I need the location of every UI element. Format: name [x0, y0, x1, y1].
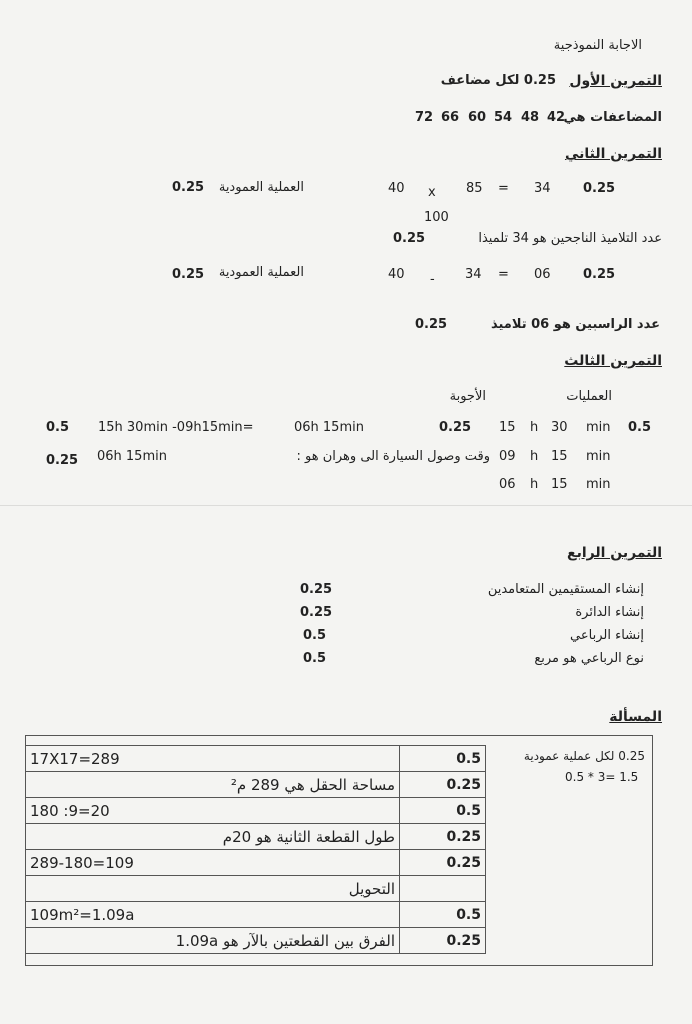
table-row: [26, 772, 486, 798]
ex3-r3-h-unit: h: [530, 477, 539, 492]
ex3-r1-result: 06h 15min: [294, 420, 364, 435]
problem-row-content: التحويل: [26, 876, 400, 902]
ex3-r1-score-mid: 0.25: [439, 420, 472, 435]
table-row: [26, 876, 486, 902]
ex4-item-text: إنشاء الرباعي: [570, 628, 644, 643]
ex3-r2-text: وقت وصول السيارة الى وهران هو :: [296, 449, 490, 464]
paper-fold: [0, 505, 692, 506]
ex3-r2-h-unit: h: [530, 449, 539, 464]
ex2-r2-c: 06: [534, 267, 551, 282]
ex2-denominator: 100: [424, 210, 449, 225]
ex3-r1-h: 15: [499, 420, 516, 435]
ex1-multiple: 72: [415, 110, 434, 125]
ex3-col-operations: العمليات: [566, 389, 612, 404]
ex1-score-note: 0.25 لكل مضاعف: [440, 73, 556, 88]
problem-row-content: 17X17=289: [26, 746, 400, 772]
problem-row-content: 109m²=1.09a: [26, 902, 400, 928]
ex4-item-text: إنشاء الدائرة: [575, 605, 644, 620]
problem-row-score: 0.5: [400, 798, 486, 824]
ex1-multiples-label: المضاعفات هي: [563, 110, 662, 125]
ex1-multiple: 54: [494, 110, 513, 125]
ex3-r1-score-right: 0.5: [628, 420, 652, 435]
table-row: [26, 850, 486, 876]
ex4-item-text: نوع الرباعي هو مربع: [534, 651, 644, 666]
problem-row-score: 0.25: [400, 928, 486, 954]
ex2-r2-b: 34: [465, 267, 482, 282]
problem-row-score: 0.5: [400, 746, 486, 772]
ex4-item-score: 0.5: [303, 628, 327, 643]
problem-row-content: الفرق بين القطعتين بالآر هو 1.09a: [26, 928, 400, 954]
ex3-col-answers: الأجوبة: [449, 389, 486, 404]
table-row: [26, 902, 486, 928]
problem-row-content: طول القطعة الثانية هو 20م: [26, 824, 400, 850]
problem-row-score: 0.5: [400, 902, 486, 928]
ex3-r3-h: 06: [499, 477, 516, 492]
ex4-item-score: 0.25: [300, 582, 333, 597]
ex2-failed-text: عدد الراسبين هو 06 تلاميذ: [490, 317, 660, 332]
ex3-r2-h: 09: [499, 449, 516, 464]
ex3-heading: التمرين الثالث: [564, 353, 662, 369]
ex3-r2-result: 06h 15min: [97, 449, 167, 464]
ex3-r2-m-unit: min: [586, 449, 611, 464]
problem-row-score: 0.25: [400, 824, 486, 850]
ex2-r2-score-right: 0.25: [583, 267, 616, 282]
ex2-r1-c: 34: [534, 181, 551, 196]
ex4-heading: التمرين الرابع: [567, 545, 662, 561]
ex2-passed-text: عدد التلاميذ الناجحين هو 34 تلميذا: [478, 231, 662, 246]
ex4-item-text: إنشاء المستقيمين المتعامدين: [487, 582, 644, 597]
ex1-multiple: 42: [547, 110, 566, 125]
ex3-r1-h-unit: h: [530, 420, 539, 435]
ex2-r2-label: العملية العمودية: [218, 265, 304, 280]
ex1-multiple: 60: [468, 110, 487, 125]
ex3-r1-expr: 15h 30min -09h15min=: [98, 420, 254, 435]
problem-side-note: 0.25 لكل عملية عمودية: [523, 749, 645, 763]
table-row: [26, 928, 486, 954]
ex3-r3-m: 15: [551, 477, 568, 492]
problem-row-content: 180 :9=20: [26, 798, 400, 824]
ex2-r1-score-left: 0.25: [172, 180, 205, 195]
problem-row-score: [400, 876, 486, 902]
ex3-r3-m-unit: min: [586, 477, 611, 492]
table-row: [26, 824, 486, 850]
problem-row-score: 0.25: [400, 772, 486, 798]
problem-side-note: 0.5 * 3= 1.5: [565, 770, 639, 784]
ex2-r1-a: 40: [388, 181, 405, 196]
ex2-heading: التمرين الثاني: [564, 146, 662, 162]
problem-row-score: 0.25: [400, 850, 486, 876]
ex2-r1-eq: =: [498, 181, 509, 196]
ex2-failed-score: 0.25: [415, 317, 448, 332]
ex3-r1-score-left: 0.5: [46, 420, 70, 435]
problem-row-content: 289-180=109: [26, 850, 400, 876]
ex2-r1-b: 85: [466, 181, 483, 196]
ex2-r2-op: -: [430, 272, 435, 287]
ex2-r1-score-right: 0.25: [583, 181, 616, 196]
problem-row-content: مساحة الحقل هي 289 م²: [26, 772, 400, 798]
ex4-item-score: 0.25: [300, 605, 333, 620]
ex2-r1-op: x: [428, 185, 436, 200]
ex3-r1-m-unit: min: [586, 420, 611, 435]
problem-heading: المسألة: [609, 709, 662, 725]
ex2-r2-score-left: 0.25: [172, 267, 205, 282]
ex3-r2-score-left: 0.25: [46, 453, 79, 468]
table-row: [26, 798, 486, 824]
ex2-r1-label: العملية العمودية: [218, 180, 304, 195]
ex2-r2-a: 40: [388, 267, 405, 282]
ex1-multiple: 66: [441, 110, 460, 125]
ex3-r2-m: 15: [551, 449, 568, 464]
problem-table: [25, 745, 486, 954]
page-title: الاجابة النموذجية: [553, 38, 642, 53]
ex3-r1-m: 30: [551, 420, 568, 435]
ex1-heading: التمرين الأول: [569, 73, 662, 89]
ex4-item-score: 0.5: [303, 651, 327, 666]
ex2-passed-score: 0.25: [393, 231, 426, 246]
table-row: [26, 746, 486, 772]
ex2-r2-eq: =: [498, 267, 509, 282]
ex1-multiple: 48: [521, 110, 540, 125]
